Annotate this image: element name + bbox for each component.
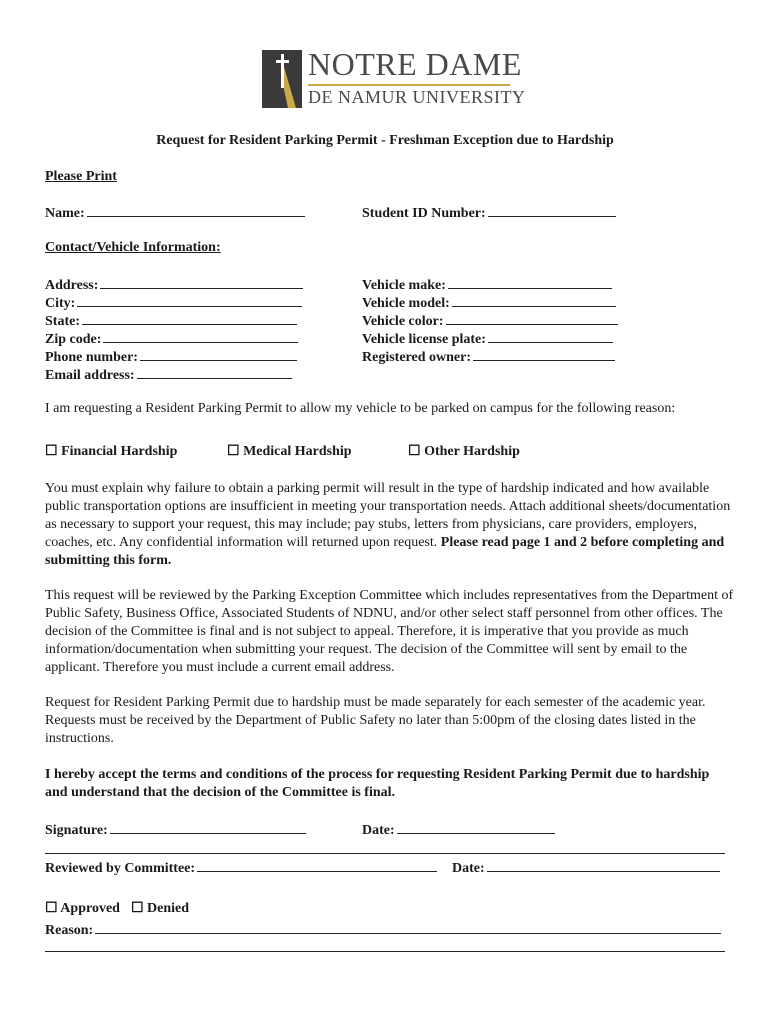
denied-checkbox-icon[interactable]: ☐ [130,901,144,916]
review-paragraph: This request will be reviewed by the Parking Exception Committee which includes representatives from the Department of Public Safety, Business Office, Associated Students of NDNU, and/or other select staff personnel from other offices. The decision of the Committee is final and is not subject to appeal. Therefore, it is imperative that you provide as much information/documentation when submitting your request. The decision of the Committee will sent by email to the applicant. Therefore you must include a current email address. [45,588,734,675]
state-label: State: [45,314,80,329]
signature-label: Signature: [45,823,108,838]
reason-field[interactable] [45,920,721,940]
vehicle-make-label: Vehicle make: [362,278,446,293]
divider-line [45,853,725,854]
state-field[interactable] [45,311,297,331]
university-logo [262,46,526,110]
address-field[interactable] [45,275,303,295]
city-label: City: [45,296,76,311]
please-read-notice: Please read page 1 and 2 before completing and submitting this form. [45,535,725,568]
registered-owner-field[interactable] [362,347,615,367]
email-address-label: Email address: [45,368,135,383]
vehicle-model-label: Vehicle model: [362,296,450,311]
reason-label: Reason: [45,923,94,938]
reviewed-by-label: Reviewed by Committee: [45,861,196,876]
zip-code-field[interactable] [45,329,298,349]
vehicle-model-field[interactable] [362,293,616,313]
phone-number-field[interactable] [45,347,297,367]
email-address-field[interactable] [45,365,292,385]
review-date-label: Date: [452,861,485,876]
registered-owner-label: Registered owner: [362,350,471,365]
vehicle-color-field[interactable] [362,311,618,331]
financial-hardship-checkbox-icon[interactable]: ☐ [45,444,58,459]
signature-date-field[interactable] [362,820,555,840]
explanation-paragraph [45,480,735,570]
financial-hardship-option[interactable] [45,443,177,461]
decision-options [45,900,189,918]
vehicle-make-field[interactable] [362,275,612,295]
other-hardship-label: Other Hardship [424,444,520,459]
medical-hardship-label: Medical Hardship [243,444,352,459]
signature-field[interactable] [45,820,306,840]
logo-gold-rule [308,84,510,86]
address-label: Address: [45,278,99,293]
contact-heading: Contact/Vehicle Information: [45,240,221,255]
review-date-field[interactable] [452,858,720,878]
reason-extra-line[interactable] [45,951,725,952]
reviewed-by-field[interactable] [45,858,437,878]
denied-label: Denied [147,901,190,916]
logo-wordmark-line1: NOTRE DAME [308,46,522,82]
financial-hardship-label: Financial Hardship [61,444,178,459]
vehicle-license-plate-label: Vehicle license plate: [362,332,486,347]
other-hardship-checkbox-icon[interactable]: ☐ [408,444,421,459]
vehicle-color-label: Vehicle color: [362,314,444,329]
vehicle-license-plate-field[interactable] [362,329,613,349]
name-label: Name: [45,206,85,221]
approved-checkbox-icon[interactable]: ☐ [45,901,58,916]
form-title: Request for Resident Parking Permit - Freshman Exception due to Hardship [156,133,614,148]
student-id-field[interactable] [362,203,616,223]
request-reason-text: I am requesting a Resident Parking Permit to allow my vehicle to be parked on campus for the following reason: [45,401,676,416]
other-hardship-option[interactable] [408,443,520,461]
acceptance-statement: I hereby accept the terms and conditions of the process for requesting Resident Parking Permit due to hardship and understand that the decision of the Committee is final. [45,767,710,800]
medical-hardship-checkbox-icon[interactable]: ☐ [227,444,240,459]
logo-emblem-icon [262,50,302,108]
phone-number-label: Phone number: [45,350,138,365]
student-id-label: Student ID Number: [362,206,486,221]
signature-date-label: Date: [362,823,395,838]
name-field[interactable] [45,203,305,223]
medical-hardship-option[interactable] [227,443,352,461]
semester-paragraph: Request for Resident Parking Permit due to hardship must be made separately for each semester of the academic year. Requests must be received by the Department of Public Safety no later than 5:00pm of the closing dates listed in the instructions. [45,695,706,746]
explanation-text: You must explain why failure to obtain a parking permit will result in the type of hardship indicated and how available public transportation options are insufficient in meeting your transportation needs. Attach additional sheets/documentation as necessary to support your request, this may include; pay stubs, letters from physicians, care providers, employers, coaches, etc. Any confidential information will returned upon request. [45,481,731,550]
please-print-heading: Please Print [45,169,117,184]
logo-wordmark-line2: DE NAMUR UNIVERSITY [308,87,526,107]
city-field[interactable] [45,293,302,313]
approved-label: Approved [60,901,120,916]
zip-code-label: Zip code: [45,332,102,347]
